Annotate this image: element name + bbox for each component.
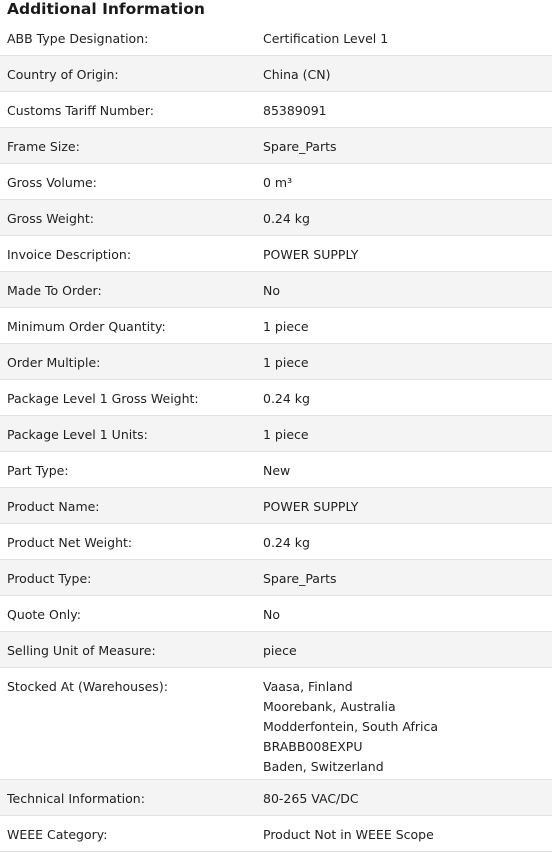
row-value: New [263,463,291,478]
row-label: Part Type: [7,463,69,478]
row-value: piece [263,643,297,658]
info-table [0,20,552,852]
row-label: Made To Order: [7,283,102,298]
table-row [0,816,552,852]
table-row [0,632,552,668]
row-value: No [263,283,280,298]
table-row [0,308,552,344]
row-value: No [263,607,280,622]
table-row [0,452,552,488]
table-row [0,164,552,200]
row-label: ABB Type Designation: [7,31,149,46]
row-value: 1 piece [263,319,309,334]
row-label: Technical Information: [7,791,145,806]
row-label: Country of Origin: [7,67,119,82]
row-label: Product Net Weight: [7,535,133,550]
row-value-warehouses: Vaasa, Finland Moorebank, Australia Modderfontein, South Africa BRABB008EXPU Baden, Switzerland [263,679,438,774]
row-label: Stocked At (Warehouses): [7,679,168,694]
row-value: China (CN) [263,67,331,82]
row-label: Product Name: [7,499,100,514]
table-row [0,236,552,272]
row-value: Spare_Parts [263,139,337,154]
row-label: Gross Weight: [7,211,94,226]
table-row [0,272,552,308]
row-label: Package Level 1 Gross Weight: [7,391,199,406]
section-title: Additional Information [7,0,205,18]
row-value: Certification Level 1 [263,31,389,46]
table-row [0,56,552,92]
row-value: 1 piece [263,355,309,370]
row-label: Package Level 1 Units: [7,427,148,442]
row-label: Minimum Order Quantity: [7,319,166,334]
row-value: 0.24 kg [263,211,310,226]
row-label: Invoice Description: [7,247,132,262]
row-value: 1 piece [263,427,309,442]
row-value: Product Not in WEEE Scope [263,827,434,842]
table-row [0,560,552,596]
table-row [0,596,552,632]
row-value: 85389091 [263,103,327,118]
table-row [0,668,552,780]
row-label: Product Type: [7,571,92,586]
row-value: POWER SUPPLY [263,499,359,514]
table-row [0,780,552,816]
table-row [0,128,552,164]
table-row [0,200,552,236]
row-label: Customs Tariff Number: [7,103,155,118]
table-row [0,92,552,128]
table-row [0,524,552,560]
table-row [0,488,552,524]
table-row [0,20,552,56]
row-value: 0.24 kg [263,391,310,406]
row-label: Order Multiple: [7,355,101,370]
row-label: Gross Volume: [7,175,97,190]
row-label: Quote Only: [7,607,81,622]
row-label: Selling Unit of Measure: [7,643,156,658]
row-label: WEEE Category: [7,827,108,842]
row-label: Frame Size: [7,139,80,154]
table-row [0,416,552,452]
row-value: Spare_Parts [263,571,337,586]
table-row [0,380,552,416]
table-row [0,344,552,380]
row-value: 0 m³ [263,175,293,190]
row-value: 80-265 VAC/DC [263,791,359,806]
row-value: POWER SUPPLY [263,247,359,262]
row-value: 0.24 kg [263,535,310,550]
